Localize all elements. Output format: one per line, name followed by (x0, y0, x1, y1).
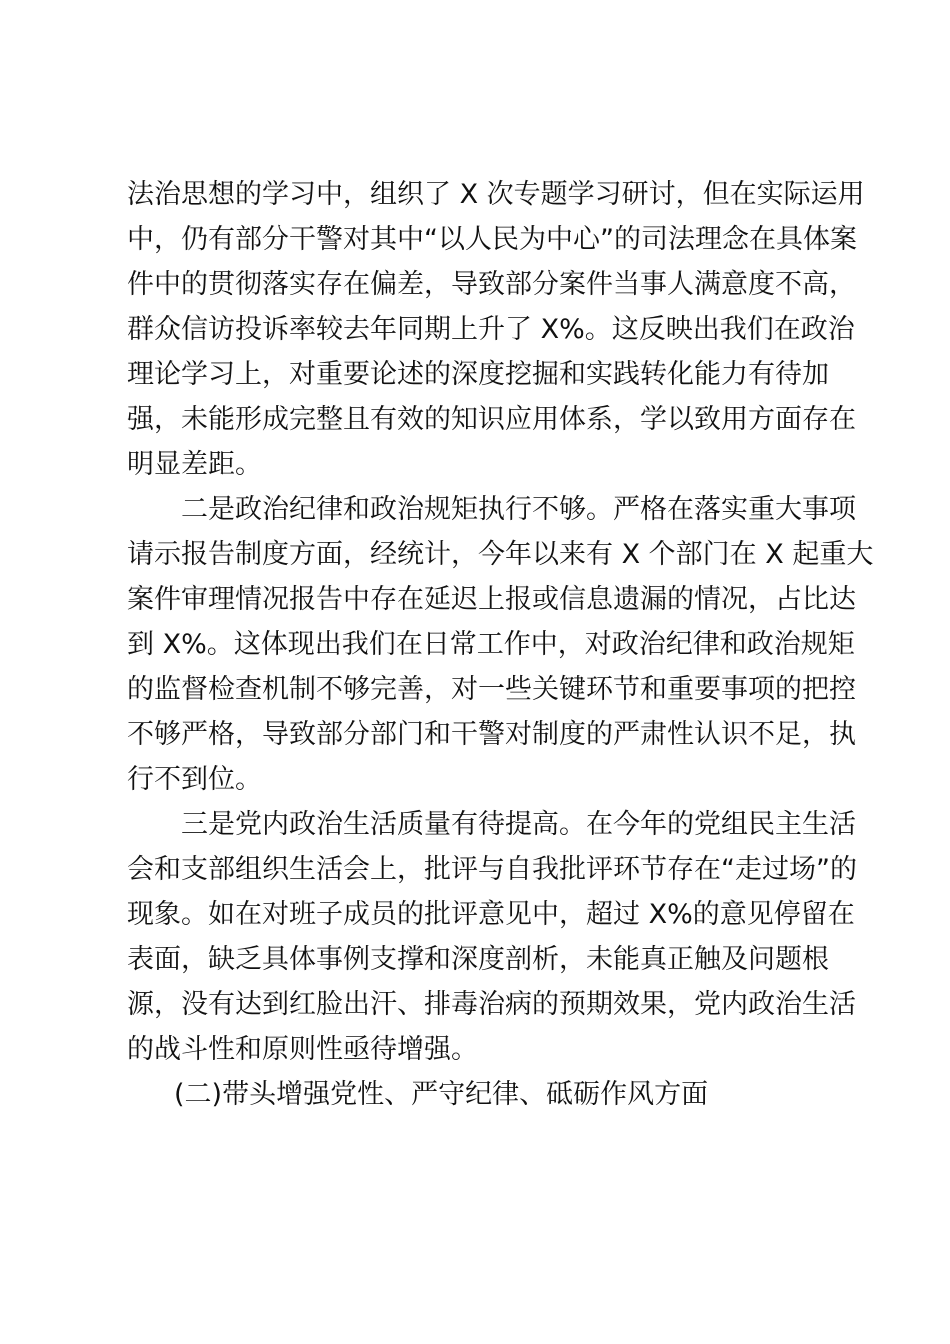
section-heading: (二)带头增强党性、严守纪律、砥砺作风方面 (174, 1079, 709, 1110)
text-line: 会和支部组织生活会上，批评与自我批评环节存在“走过场”的 (127, 854, 857, 885)
paragraph-heading-line: 二是政治纪律和政治规矩执行不够。严格在落实重大事项 (181, 494, 856, 525)
text-line: 现象。如在对班子成员的批评意见中，超过 X%的意见停留在 (127, 899, 855, 930)
text-line: 源，没有达到红脸出汗、排毒治病的预期效果，党内政治生活 (127, 989, 856, 1020)
text-line: 表面，缺乏具体事例支撑和深度剖析，未能真正触及问题根 (127, 944, 829, 975)
text-line: 强，未能形成完整且有效的知识应用体系，学以致用方面存在 (127, 404, 856, 435)
text-line: 到 X%。这体现出我们在日常工作中，对政治纪律和政治规矩 (127, 629, 855, 660)
text-line: 中，仍有部分干警对其中“以人民为中心”的司法理念在具体案 (127, 224, 857, 255)
text-line: 案件审理情况报告中存在延迟上报或信息遗漏的情况，占比达 (127, 584, 856, 615)
text-line: 件中的贯彻落实存在偏差，导致部分案件当事人满意度不高， (127, 269, 856, 300)
text-line: 群众信访投诉率较去年同期上升了 X%。这反映出我们在政治 (127, 314, 855, 345)
text-line: 行不到位。 (127, 764, 262, 795)
text-line: 的监督检查机制不够完善，对一些关键环节和重要事项的把控 (127, 674, 856, 705)
paragraph-heading-line: 三是党内政治生活质量有待提高。在今年的党组民主生活 (181, 809, 856, 840)
text-line: 理论学习上，对重要论述的深度挖掘和实践转化能力有待加 (127, 359, 829, 390)
text-line: 的战斗性和原则性亟待增强。 (127, 1034, 478, 1065)
text-line: 明显差距。 (127, 449, 262, 480)
text-line: 不够严格，导致部分部门和干警对制度的严肃性认识不足，执 (127, 719, 856, 750)
text-line: 法治思想的学习中，组织了 X 次专题学习研讨，但在实际运用 (127, 179, 865, 210)
text-line: 请示报告制度方面，经统计，今年以来有 X 个部门在 X 起重大 (127, 539, 874, 570)
